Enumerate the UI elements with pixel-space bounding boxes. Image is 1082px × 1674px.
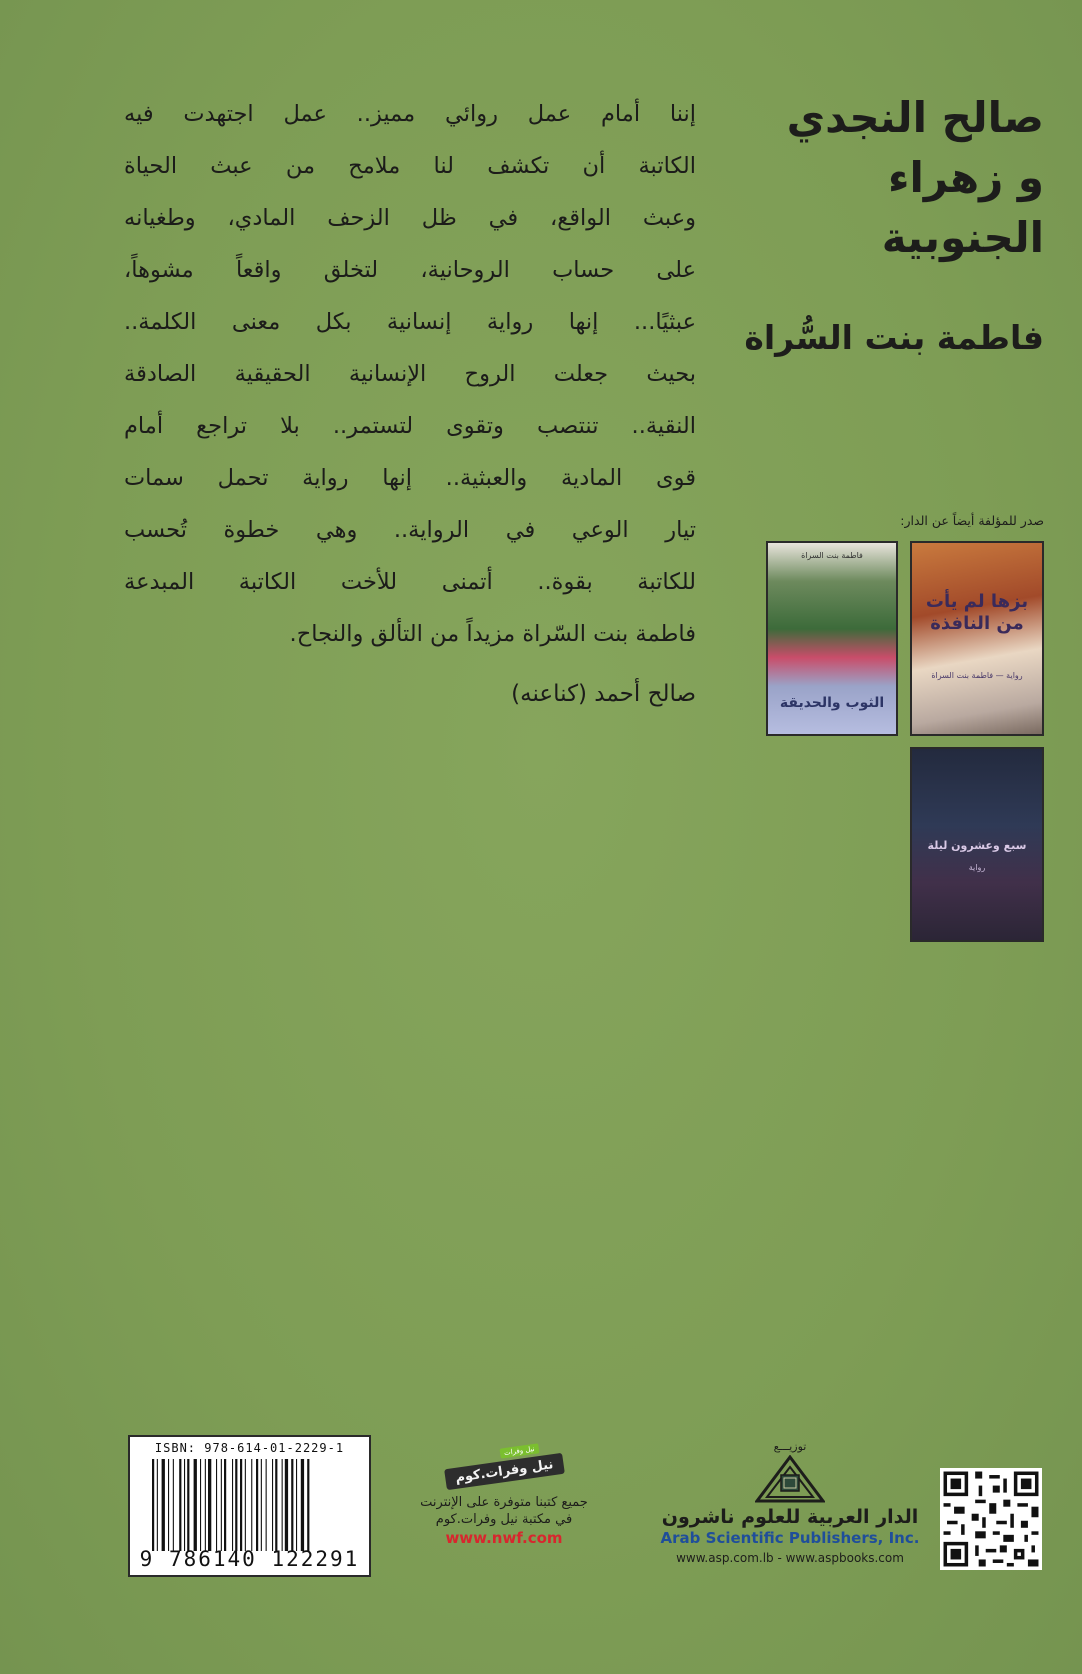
blurb-line: على حساب الروحانية، لتخلق واقعاً مشوهاً،: [124, 257, 696, 283]
barcode-bar: [162, 1459, 165, 1551]
blurb-line: للكاتبة بقوة.. أتمنى للأخت الكاتبة المبدعة: [124, 569, 696, 595]
blurb: [124, 88, 696, 714]
book-thumbnail-title: سبع وعشرون ليلة: [927, 839, 1027, 852]
barcode-bar: [168, 1459, 169, 1551]
barcode-bar: [152, 1459, 154, 1551]
blurb-line: تيار الوعي في الرواية.. وهي خطوة تُحسب: [124, 517, 696, 543]
publisher-websites[interactable]: www.asp.com.lb - www.aspbooks.com: [676, 1551, 904, 1565]
barcode-bar: [205, 1459, 206, 1551]
book-title-line-1: صالح النجدي: [786, 93, 1044, 142]
book-thumbnail-subtitle: رواية — فاطمة بنت السراة: [931, 671, 1023, 680]
blurb-line: الكاتبة أن تكشف لنا ملامح من عبث الحياة: [124, 153, 696, 179]
book-title-line-2: و زهراء الجنوبية: [881, 153, 1044, 262]
publisher-logo-icon: [755, 1455, 825, 1503]
nwf-text-line-2: في مكتبة نيل وفرات.كوم: [435, 1512, 573, 1527]
barcode-bars: [152, 1459, 358, 1551]
book-thumbnail-title: الثوب والحديقة: [779, 695, 885, 711]
barcode-bar: [235, 1459, 237, 1551]
barcode-bar: [261, 1459, 262, 1551]
barcode-bar: [224, 1459, 226, 1551]
book-thumbnail-subtitle: رواية: [968, 863, 986, 872]
distribution-label: توزيـــع: [773, 1440, 807, 1453]
blurb-line: وعبث الواقع، في ظل الزحف المادي، وطغيانه: [124, 205, 696, 231]
blurb-line: فاطمة بنت السّراة مزيداً من التألق والنجاح.: [289, 621, 696, 647]
blurb-line: إننا أمام عمل روائي مميز.. عمل اجتهدت فيه: [124, 101, 696, 127]
barcode-bar: [291, 1459, 293, 1551]
title-block: [714, 88, 1044, 360]
blurb-signature: صالح أحمد (كناعنه): [511, 681, 696, 707]
qr-code-icon[interactable]: [940, 1468, 1042, 1570]
barcode-bar: [296, 1459, 297, 1551]
barcode-bar: [240, 1459, 242, 1551]
blurb-line: قوى المادية والعبثية.. إنها رواية تحمل سمات: [124, 465, 696, 491]
book-thumbnail-2[interactable]: [766, 541, 898, 736]
barcode-bar: [221, 1459, 222, 1551]
barcode-bar: [251, 1459, 252, 1551]
barcode-bar: [187, 1459, 189, 1551]
nwf-logo: نيل وفرات.كوم: [444, 1453, 564, 1490]
barcode-bar: [285, 1459, 288, 1551]
barcode-bar: [256, 1459, 258, 1551]
isbn-digits: 9 786140 122291: [139, 1547, 360, 1571]
publisher-block: [640, 1440, 940, 1567]
barcode-bar: [282, 1459, 283, 1551]
also-published-label: صدر للمؤلفة أيضاً عن الدار:: [900, 513, 1044, 528]
barcode-bar: [307, 1459, 309, 1551]
barcode-bar: [245, 1459, 246, 1551]
book-thumbnail-3[interactable]: [910, 747, 1044, 942]
barcode-bar: [157, 1459, 158, 1551]
nwf-promo: [404, 1444, 604, 1548]
publisher-name-arabic: الدار العربية للعلوم ناشرون: [661, 1506, 919, 1528]
book-thumbnail-subtitle: فاطمة بنت السراة: [801, 551, 863, 560]
barcode-bar: [216, 1459, 217, 1551]
book-thumbnail-1[interactable]: [910, 541, 1044, 736]
nwf-badge: نيل وفرات: [499, 1443, 539, 1458]
barcode-bar: [184, 1459, 185, 1551]
barcode-bar: [301, 1459, 304, 1551]
publisher-name-english: Arab Scientific Publishers, Inc.: [660, 1529, 920, 1547]
nwf-url[interactable]: www.nwf.com: [445, 1529, 563, 1547]
barcode-bar: [232, 1459, 233, 1551]
barcode-bar: [272, 1459, 273, 1551]
blurb-line: النقية.. تنتصب وتقوى لتستمر.. بلا تراجع أمام: [124, 413, 696, 439]
author-name: فاطمة بنت السُّراة: [744, 318, 1044, 357]
barcode-bar: [173, 1459, 174, 1551]
barcode-bar: [179, 1459, 181, 1551]
blurb-line: بحيث جعلت الروح الإنسانية الحقيقية الصادقة: [124, 361, 696, 387]
barcode-bar: [266, 1459, 267, 1551]
nwf-logo-wrap: [404, 1444, 604, 1494]
isbn-label: ISBN: 978-614-01-2229-1: [154, 1441, 345, 1455]
barcode-bar: [208, 1459, 211, 1551]
nwf-text-line-1: جميع كتبنا متوفرة على الإنترنت: [420, 1495, 588, 1510]
barcode-bar: [275, 1459, 277, 1551]
book-thumbnail-title: بزها لم يأت من النافذة: [925, 591, 1029, 634]
barcode-bar: [194, 1459, 197, 1551]
isbn-barcode: [128, 1435, 371, 1577]
barcode-bar: [200, 1459, 201, 1551]
blurb-line: عبثيًا... إنها رواية إنسانية بكل معنى الكلمة..: [124, 309, 696, 335]
